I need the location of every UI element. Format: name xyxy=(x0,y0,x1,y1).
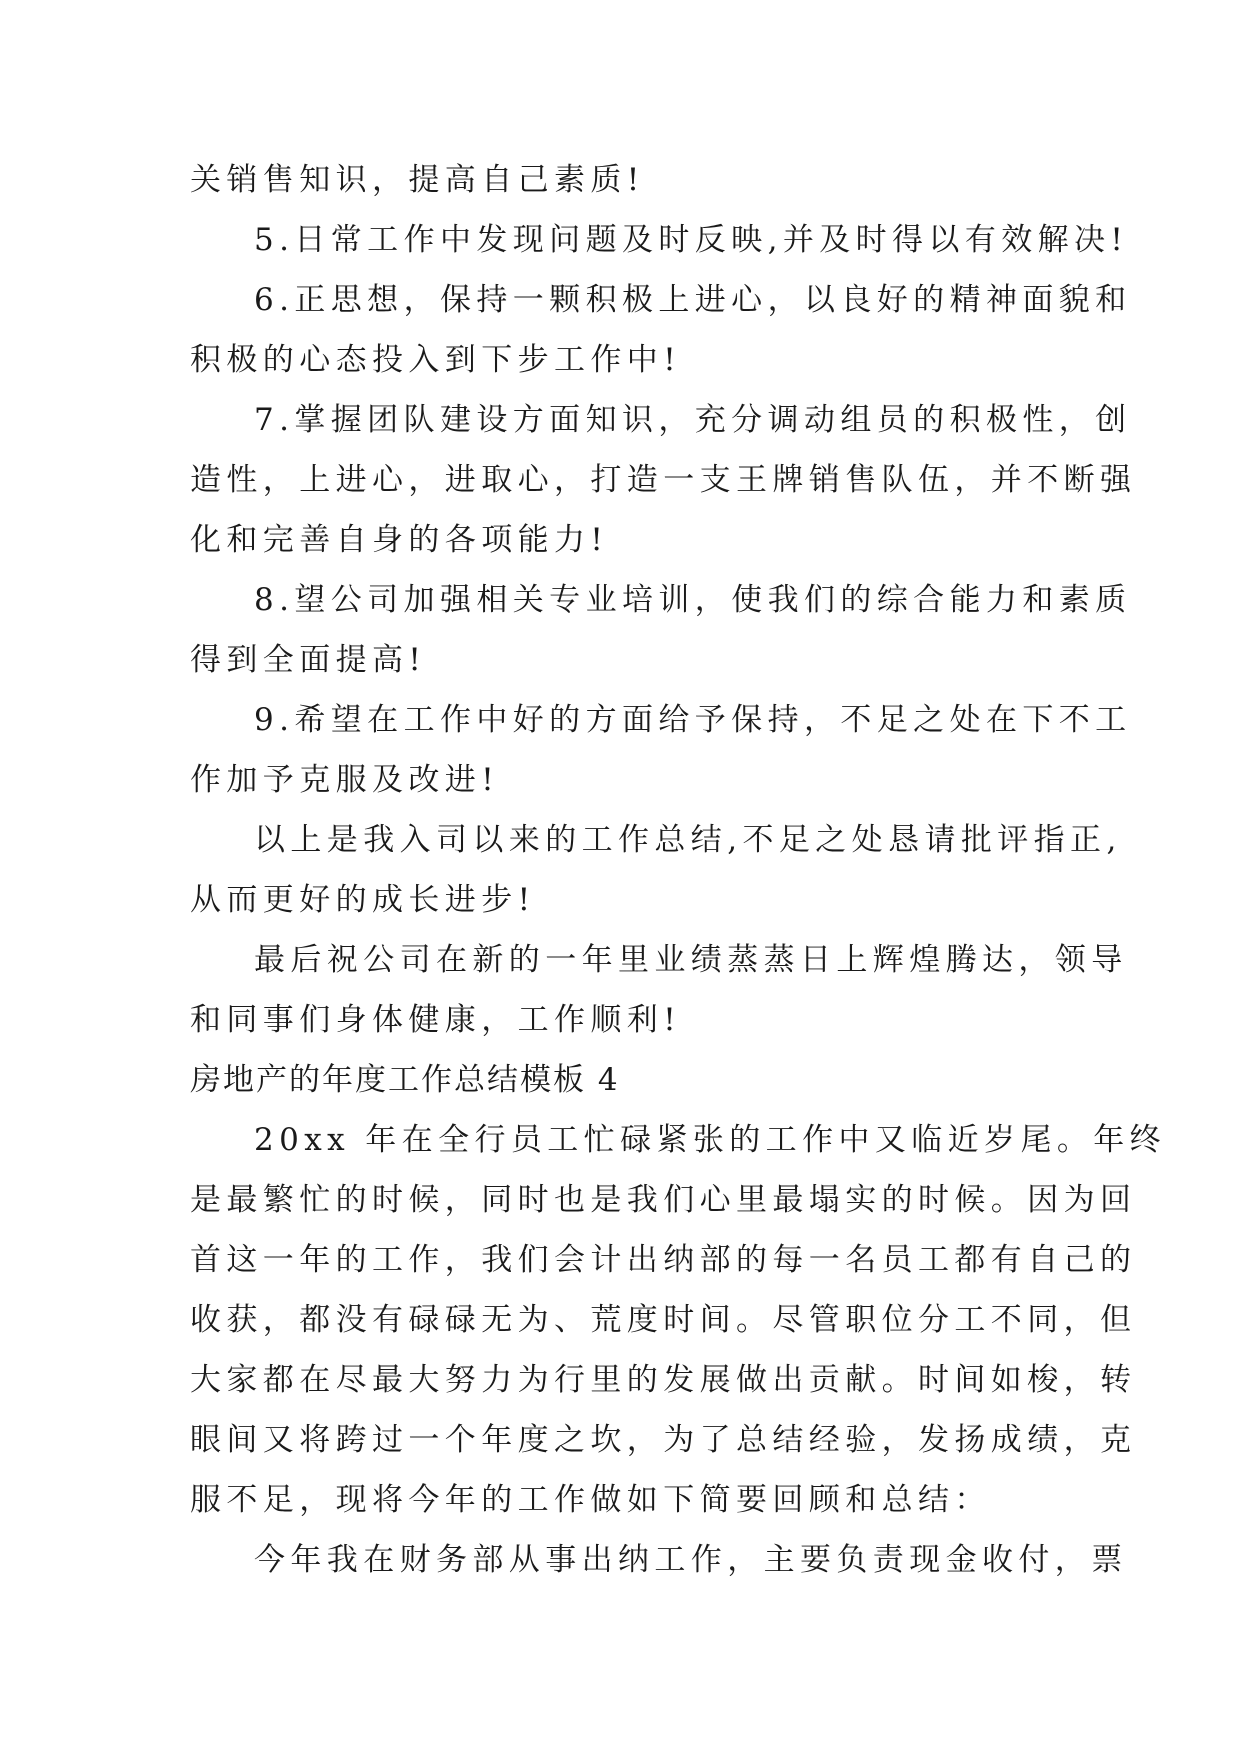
text-line: 眼间又将跨过一个年度之坎，为了总结经验，发扬成绩，克 xyxy=(190,1422,1137,1458)
text-line: 7.掌握团队建设方面知识，充分调动组员的积极性，创 xyxy=(254,402,1132,438)
text-line: 20xx 年在全行员工忙碌紧张的工作中又临近岁尾。年终 xyxy=(254,1122,1167,1158)
text-line: 最后祝公司在新的一年里业绩蒸蒸日上辉煌腾达，领导 xyxy=(254,942,1128,978)
text-line: 6.正思想，保持一颗积极上进心，以良好的精神面貌和 xyxy=(254,282,1132,318)
section-heading: 房地产的年度工作总结模板 4 xyxy=(190,1062,620,1098)
text-line: 积极的心态投入到下步工作中! xyxy=(190,342,682,378)
text-line: 从而更好的成长进步! xyxy=(190,882,536,918)
text-line: 造性，上进心，进取心，打造一支王牌销售队伍，并不断强 xyxy=(190,462,1137,498)
text-line: 9.希望在工作中好的方面给予保持，不足之处在下不工 xyxy=(254,702,1132,738)
text-line: 以上是我入司以来的工作总结,不足之处恳请批评指正, xyxy=(254,822,1122,858)
text-line: 服不足，现将今年的工作做如下简要回顾和总结： xyxy=(190,1482,991,1518)
text-line: 8.望公司加强相关专业培训，使我们的综合能力和素质 xyxy=(254,582,1132,618)
text-line: 5.日常工作中发现问题及时反映,并及时得以有效解决! xyxy=(254,222,1129,258)
text-line: 首这一年的工作，我们会计出纳部的每一名员工都有自己的 xyxy=(190,1242,1137,1278)
text-line: 是最繁忙的时候，同时也是我们心里最塌实的时候。因为回 xyxy=(190,1182,1137,1218)
text-line: 收获，都没有碌碌无为、荒度时间。尽管职位分工不同，但 xyxy=(190,1302,1137,1338)
text-line: 得到全面提高! xyxy=(190,642,427,678)
text-line: 今年我在财务部从事出纳工作，主要负责现金收付，票 xyxy=(254,1542,1128,1578)
text-line: 化和完善自身的各项能力! xyxy=(190,522,609,558)
text-line: 和同事们身体健康，工作顺利! xyxy=(190,1002,682,1038)
text-line: 大家都在尽最大努力为行里的发展做出贡献。时间如梭，转 xyxy=(190,1362,1137,1398)
text-line: 作加予克服及改进! xyxy=(190,762,500,798)
text-line: 关销售知识，提高自己素质! xyxy=(190,162,645,198)
